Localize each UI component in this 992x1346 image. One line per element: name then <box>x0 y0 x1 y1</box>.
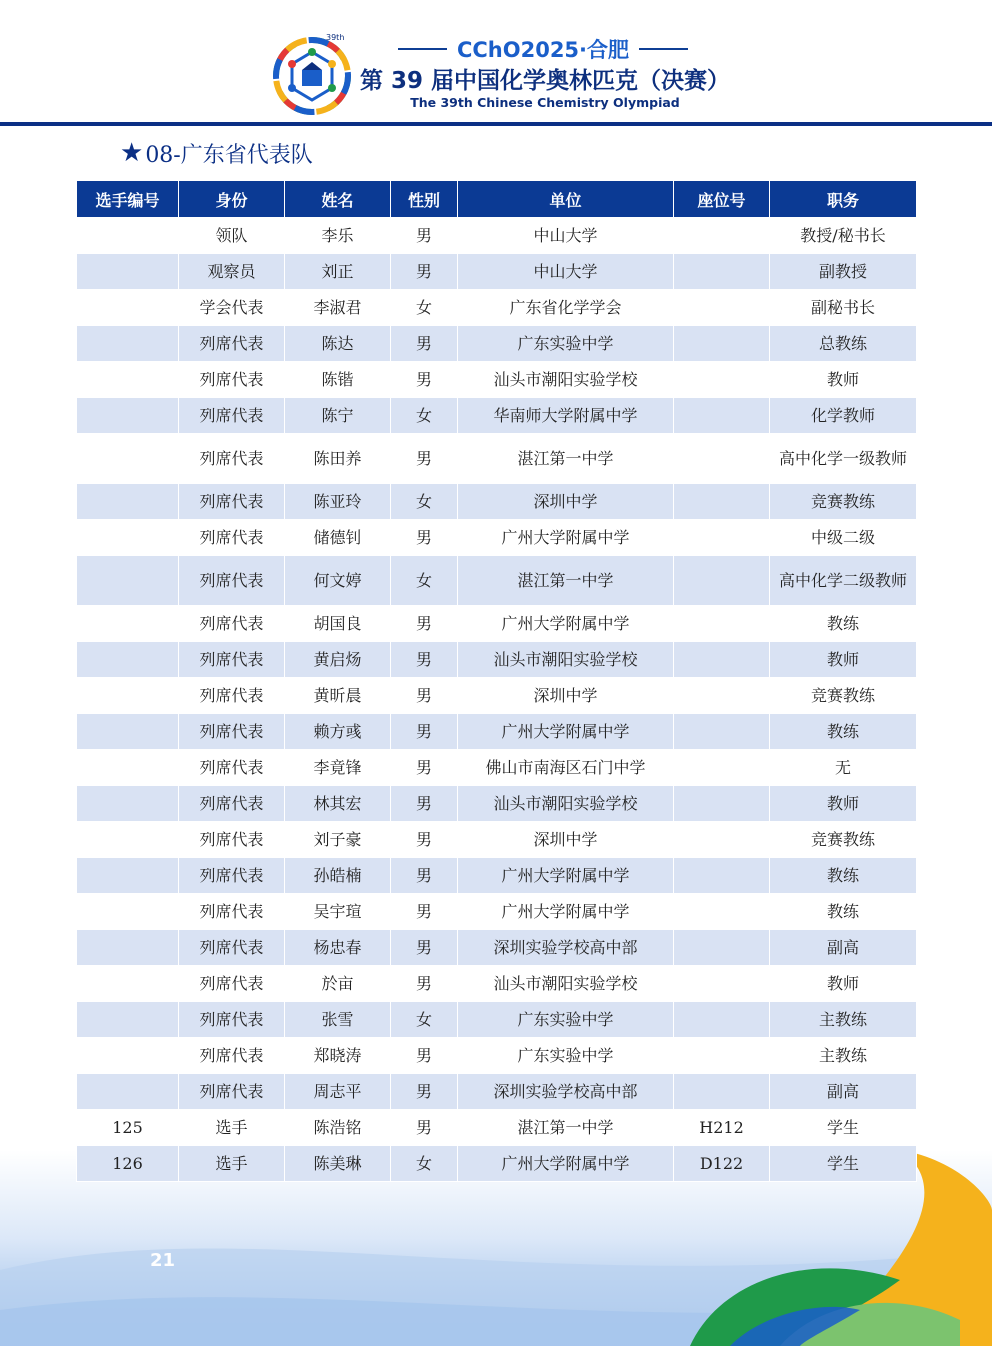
table-row <box>77 1002 917 1038</box>
cell-seat <box>674 1038 770 1074</box>
table-row <box>77 398 917 434</box>
cell-role: 选手 <box>179 1110 285 1146</box>
cell-seat <box>674 326 770 362</box>
cell-id <box>77 1074 179 1110</box>
cell-org: 深圳中学 <box>458 678 674 714</box>
cell-org: 广东实验中学 <box>458 1038 674 1074</box>
cell-id <box>77 714 179 750</box>
ccho-logo <box>266 30 358 118</box>
cell-id <box>77 642 179 678</box>
star-icon: ★ <box>120 138 144 168</box>
cell-id <box>77 218 179 254</box>
cell-seat <box>674 678 770 714</box>
cell-seat <box>674 714 770 750</box>
table-row <box>77 1146 917 1182</box>
cell-org: 湛江第一中学 <box>458 1110 674 1146</box>
cell-duty: 教练 <box>770 606 917 642</box>
cell-gender: 女 <box>391 484 458 520</box>
cell-name: 李淑君 <box>285 290 391 326</box>
cell-role: 列席代表 <box>179 484 285 520</box>
table-row <box>77 678 917 714</box>
cell-org: 广东省化学学会 <box>458 290 674 326</box>
cell-duty: 主教练 <box>770 1038 917 1074</box>
cell-gender: 男 <box>391 326 458 362</box>
cell-org: 深圳实验学校高中部 <box>458 930 674 966</box>
cell-org: 深圳实验学校高中部 <box>458 1074 674 1110</box>
table-row <box>77 1074 917 1110</box>
cell-duty: 教练 <box>770 714 917 750</box>
cell-name: 陈美琳 <box>285 1146 391 1182</box>
column-header-id: 选手编号 <box>77 181 179 218</box>
cell-role: 领队 <box>179 218 285 254</box>
cell-duty: 教练 <box>770 858 917 894</box>
cell-gender: 男 <box>391 642 458 678</box>
cell-name: 陈达 <box>285 326 391 362</box>
cell-name: 何文婷 <box>285 556 391 606</box>
cell-duty: 高中化学二级教师 <box>770 556 917 606</box>
cell-gender: 女 <box>391 1002 458 1038</box>
cell-name: 李乐 <box>285 218 391 254</box>
cell-gender: 男 <box>391 786 458 822</box>
cell-gender: 男 <box>391 362 458 398</box>
cell-seat <box>674 642 770 678</box>
cell-role: 列席代表 <box>179 750 285 786</box>
column-header-duty: 职务 <box>770 181 917 218</box>
cell-seat <box>674 434 770 484</box>
cell-org: 汕头市潮阳实验学校 <box>458 786 674 822</box>
header-divider <box>0 122 992 126</box>
cell-gender: 男 <box>391 254 458 290</box>
cell-duty: 教师 <box>770 786 917 822</box>
cell-gender: 男 <box>391 894 458 930</box>
cell-name: 储德钊 <box>285 520 391 556</box>
cell-role: 列席代表 <box>179 642 285 678</box>
cell-name: 於亩 <box>285 966 391 1002</box>
cell-seat <box>674 254 770 290</box>
cell-org: 中山大学 <box>458 218 674 254</box>
cell-name: 陈田养 <box>285 434 391 484</box>
table-body <box>77 218 917 1182</box>
table-row <box>77 894 917 930</box>
cell-id <box>77 894 179 930</box>
event-code: CChO2025·合肥 <box>456 38 630 62</box>
cell-gender: 男 <box>391 714 458 750</box>
cell-seat <box>674 484 770 520</box>
cell-org: 深圳中学 <box>458 484 674 520</box>
cell-org: 广州大学附属中学 <box>458 520 674 556</box>
cell-gender: 男 <box>391 434 458 484</box>
cell-org: 汕头市潮阳实验学校 <box>458 642 674 678</box>
cell-gender: 男 <box>391 822 458 858</box>
cell-gender: 男 <box>391 218 458 254</box>
cell-id <box>77 1002 179 1038</box>
cell-id <box>77 520 179 556</box>
cell-role: 选手 <box>179 1146 285 1182</box>
cell-role: 列席代表 <box>179 398 285 434</box>
cell-seat <box>674 556 770 606</box>
cell-role: 列席代表 <box>179 966 285 1002</box>
cell-id <box>77 556 179 606</box>
cell-duty: 教师 <box>770 642 917 678</box>
column-header-role: 身份 <box>179 181 285 218</box>
cell-gender: 男 <box>391 1074 458 1110</box>
cell-role: 列席代表 <box>179 362 285 398</box>
cell-gender: 男 <box>391 520 458 556</box>
cell-role: 列席代表 <box>179 520 285 556</box>
cell-org: 广东实验中学 <box>458 326 674 362</box>
cell-gender: 女 <box>391 556 458 606</box>
cell-role: 列席代表 <box>179 606 285 642</box>
cell-duty: 副秘书长 <box>770 290 917 326</box>
table-row <box>77 966 917 1002</box>
cell-duty: 竞赛教练 <box>770 484 917 520</box>
cell-name: 刘正 <box>285 254 391 290</box>
cell-name: 黄昕晨 <box>285 678 391 714</box>
cell-gender: 男 <box>391 858 458 894</box>
cell-org: 广州大学附属中学 <box>458 894 674 930</box>
table-row <box>77 290 917 326</box>
cell-duty: 教授/秘书长 <box>770 218 917 254</box>
cell-name: 陈宁 <box>285 398 391 434</box>
cell-name: 吴宇瑄 <box>285 894 391 930</box>
cell-role: 列席代表 <box>179 1002 285 1038</box>
cell-org: 汕头市潮阳实验学校 <box>458 362 674 398</box>
cell-org: 广东实验中学 <box>458 1002 674 1038</box>
cell-id <box>77 606 179 642</box>
table-header-row <box>77 181 917 218</box>
cell-org: 深圳中学 <box>458 822 674 858</box>
cell-gender: 男 <box>391 1038 458 1074</box>
cell-duty: 学生 <box>770 1110 917 1146</box>
cell-id <box>77 750 179 786</box>
table-row <box>77 930 917 966</box>
column-header-org: 单位 <box>458 181 674 218</box>
table-row <box>77 254 917 290</box>
cell-role: 列席代表 <box>179 822 285 858</box>
cell-duty: 教师 <box>770 362 917 398</box>
cell-gender: 男 <box>391 606 458 642</box>
cell-duty: 副高 <box>770 1074 917 1110</box>
cell-id <box>77 1038 179 1074</box>
table-row <box>77 750 917 786</box>
cell-id <box>77 858 179 894</box>
cell-role: 列席代表 <box>179 1038 285 1074</box>
cell-role: 学会代表 <box>179 290 285 326</box>
table-row <box>77 858 917 894</box>
cell-name: 陈亚玲 <box>285 484 391 520</box>
cell-gender: 男 <box>391 930 458 966</box>
cell-role: 列席代表 <box>179 894 285 930</box>
table-row <box>77 520 917 556</box>
page-number: 21 <box>150 1250 176 1271</box>
cell-seat <box>674 1074 770 1110</box>
cell-org: 广州大学附属中学 <box>458 714 674 750</box>
event-line-right-rule <box>639 48 688 50</box>
cell-role: 列席代表 <box>179 786 285 822</box>
cell-role: 列席代表 <box>179 556 285 606</box>
cell-role: 列席代表 <box>179 930 285 966</box>
table-row <box>77 1110 917 1146</box>
cell-seat <box>674 218 770 254</box>
cell-name: 赖方彧 <box>285 714 391 750</box>
cell-name: 刘子豪 <box>285 822 391 858</box>
table-row <box>77 556 917 606</box>
cell-org: 广州大学附属中学 <box>458 606 674 642</box>
cell-id <box>77 966 179 1002</box>
cell-seat <box>674 398 770 434</box>
team-roster-table <box>76 180 917 1182</box>
table-row <box>77 714 917 750</box>
cell-duty: 副教授 <box>770 254 917 290</box>
cell-id <box>77 254 179 290</box>
cell-name: 陈锴 <box>285 362 391 398</box>
cell-org: 广州大学附属中学 <box>458 1146 674 1182</box>
table-row <box>77 218 917 254</box>
cell-seat <box>674 930 770 966</box>
cell-role: 列席代表 <box>179 326 285 362</box>
cell-id <box>77 822 179 858</box>
cell-name: 郑晓涛 <box>285 1038 391 1074</box>
cell-gender: 男 <box>391 678 458 714</box>
event-code-line <box>398 36 688 62</box>
cell-duty: 副高 <box>770 930 917 966</box>
cell-name: 黄启炀 <box>285 642 391 678</box>
cell-org: 华南师大学附属中学 <box>458 398 674 434</box>
cell-seat: H212 <box>674 1110 770 1146</box>
cell-gender: 女 <box>391 398 458 434</box>
cell-seat <box>674 786 770 822</box>
cell-duty: 竞赛教练 <box>770 822 917 858</box>
cell-id: 125 <box>77 1110 179 1146</box>
cell-org: 广州大学附属中学 <box>458 858 674 894</box>
cell-gender: 男 <box>391 750 458 786</box>
cell-id <box>77 290 179 326</box>
cell-seat <box>674 362 770 398</box>
cell-gender: 男 <box>391 1110 458 1146</box>
cell-seat <box>674 520 770 556</box>
cell-seat <box>674 290 770 326</box>
cell-duty: 学生 <box>770 1146 917 1182</box>
cell-id <box>77 398 179 434</box>
cell-duty: 总教练 <box>770 326 917 362</box>
column-header-gender: 性别 <box>391 181 458 218</box>
event-line-left-rule <box>398 48 447 50</box>
page-header <box>0 0 992 130</box>
cell-name: 周志平 <box>285 1074 391 1110</box>
column-header-name: 姓名 <box>285 181 391 218</box>
column-header-seat: 座位号 <box>674 181 770 218</box>
cell-role: 列席代表 <box>179 434 285 484</box>
table-row <box>77 434 917 484</box>
cell-id <box>77 930 179 966</box>
cell-duty: 竞赛教练 <box>770 678 917 714</box>
cell-name: 胡国良 <box>285 606 391 642</box>
cell-role: 观察员 <box>179 254 285 290</box>
cell-role: 列席代表 <box>179 714 285 750</box>
team-name: 08-广东省代表队 <box>145 142 313 168</box>
cell-id: 126 <box>77 1146 179 1182</box>
cell-name: 李竟锋 <box>285 750 391 786</box>
logo-text: 39th <box>326 33 345 42</box>
cell-duty: 中级二级 <box>770 520 917 556</box>
cell-name: 陈浩铭 <box>285 1110 391 1146</box>
cell-org: 湛江第一中学 <box>458 556 674 606</box>
cell-duty: 教练 <box>770 894 917 930</box>
cell-id <box>77 434 179 484</box>
table-row <box>77 362 917 398</box>
cell-role: 列席代表 <box>179 678 285 714</box>
table-row <box>77 642 917 678</box>
table-row <box>77 484 917 520</box>
table-row <box>77 1038 917 1074</box>
event-title: 第 39 届中国化学奥林匹克（决赛） <box>360 68 731 94</box>
section-title <box>120 138 313 168</box>
table-row <box>77 786 917 822</box>
cell-org: 汕头市潮阳实验学校 <box>458 966 674 1002</box>
cell-id <box>77 484 179 520</box>
cell-role: 列席代表 <box>179 858 285 894</box>
cell-name: 孙皓楠 <box>285 858 391 894</box>
cell-seat <box>674 750 770 786</box>
cell-id <box>77 362 179 398</box>
cell-gender: 女 <box>391 1146 458 1182</box>
cell-org: 中山大学 <box>458 254 674 290</box>
cell-seat <box>674 606 770 642</box>
cell-seat <box>674 1002 770 1038</box>
cell-role: 列席代表 <box>179 1074 285 1110</box>
cell-org: 佛山市南海区石门中学 <box>458 750 674 786</box>
cell-duty: 高中化学一级教师 <box>770 434 917 484</box>
table-row <box>77 822 917 858</box>
table-row <box>77 606 917 642</box>
cell-org: 湛江第一中学 <box>458 434 674 484</box>
cell-duty: 教师 <box>770 966 917 1002</box>
cell-gender: 男 <box>391 966 458 1002</box>
cell-id <box>77 326 179 362</box>
cell-name: 杨忠春 <box>285 930 391 966</box>
cell-seat: D122 <box>674 1146 770 1182</box>
cell-seat <box>674 894 770 930</box>
cell-duty: 化学教师 <box>770 398 917 434</box>
cell-gender: 女 <box>391 290 458 326</box>
cell-duty: 主教练 <box>770 1002 917 1038</box>
cell-id <box>77 786 179 822</box>
cell-seat <box>674 966 770 1002</box>
cell-seat <box>674 858 770 894</box>
cell-seat <box>674 822 770 858</box>
table-row <box>77 326 917 362</box>
cell-id <box>77 678 179 714</box>
cell-duty: 无 <box>770 750 917 786</box>
event-subtitle: The 39th Chinese Chemistry Olympiad <box>410 95 680 110</box>
cell-name: 林其宏 <box>285 786 391 822</box>
cell-name: 张雪 <box>285 1002 391 1038</box>
